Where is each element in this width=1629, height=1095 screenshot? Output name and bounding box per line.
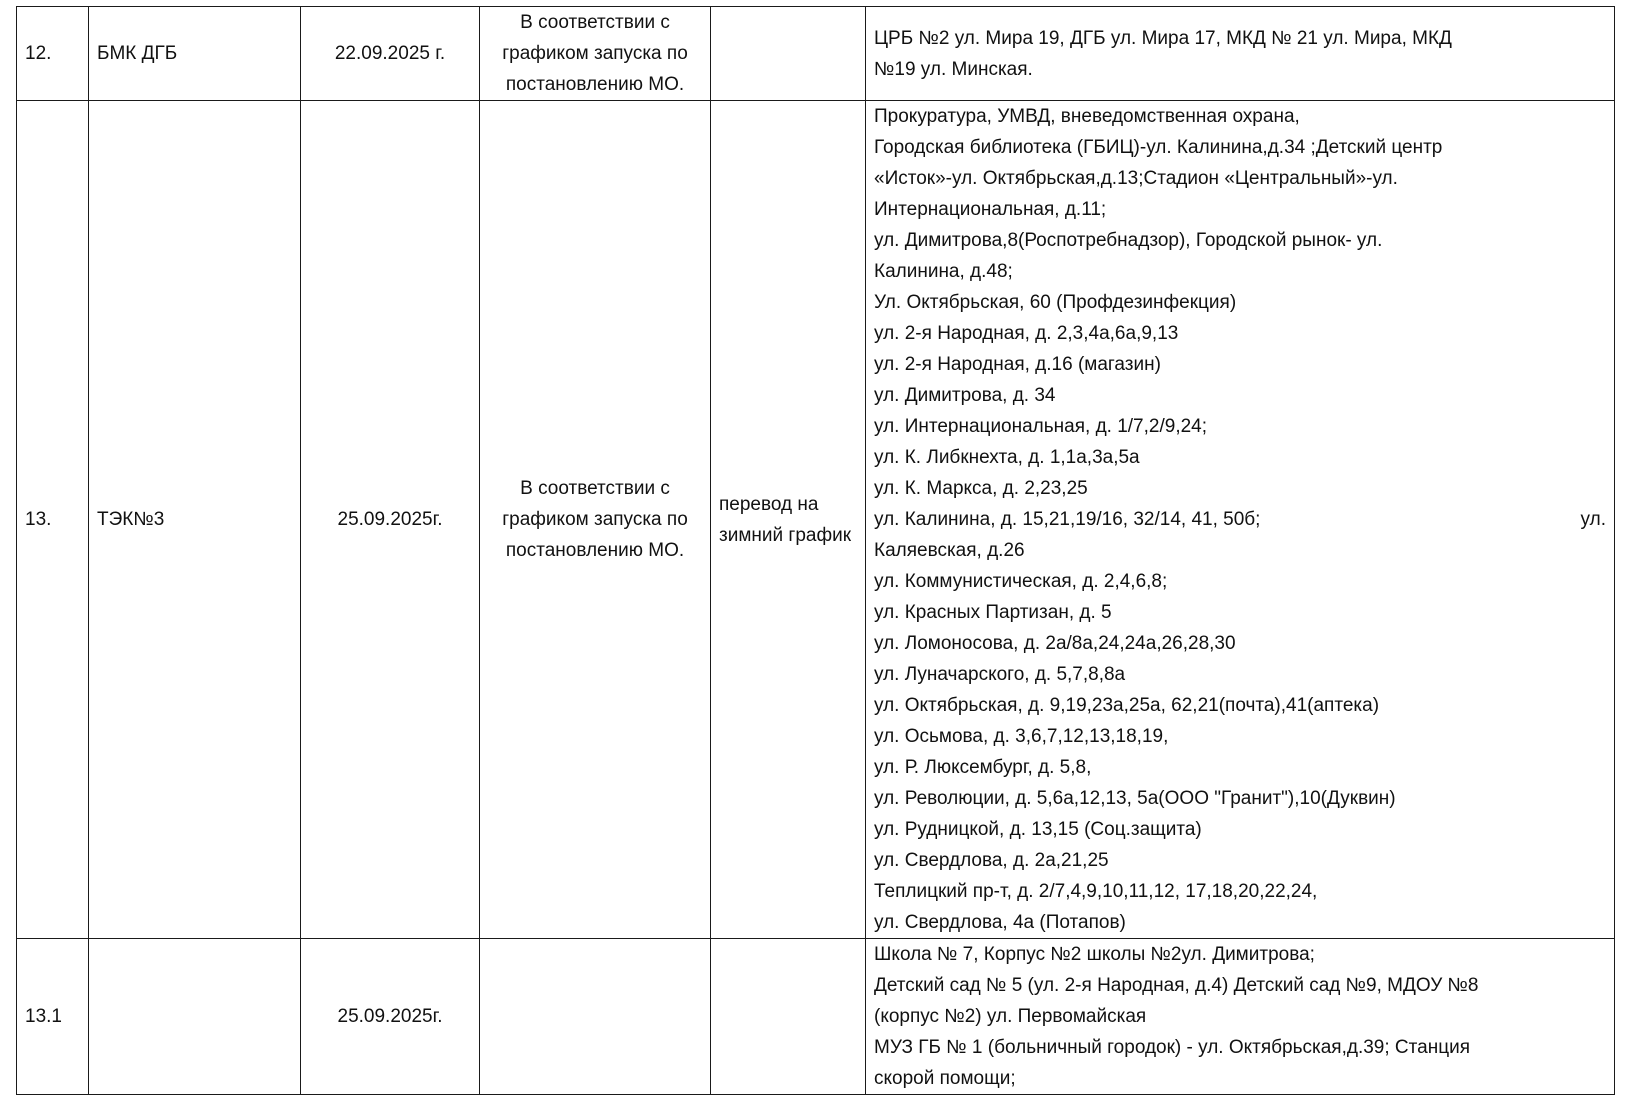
address-line: ул. Р. Люксембург, д. 5,8, [874,757,1092,778]
address-line: №19 ул. Минская. [874,58,1033,80]
address-text: ул. Калинина, д. 15,21,19/16, 32/14, 41, 50б; [874,509,1261,530]
address-line: «Исток»-ул. Октябрьская,д.13;Стадион «Центральный»-ул. [874,168,1398,189]
note-cell: перевод на зимний график [711,101,866,939]
heat-source-name [89,939,301,1095]
address-line: ул. Осьмова, д. 3,6,7,12,13,18,19, [874,726,1169,747]
address-line: ул. Революции, д. 5,6а,12,13, 5а(ООО "Гранит"),10(Дуквин) [874,788,1396,809]
address-line: ул. Красных Партизан, д. 5 [874,602,1112,623]
table-row [17,939,1615,1095]
address-list [866,939,1615,1095]
heat-source-name: БМК ДГБ [89,7,301,101]
address-line: Детский сад № 5 (ул. 2-я Народная, д.4) Детский сад №9, МДОУ №8 [874,975,1479,996]
address-text: ул. [1580,509,1606,530]
note-cell [711,939,866,1095]
row-number: 13.1 [17,939,89,1095]
address-line [874,504,1606,535]
address-line: Калинина, д.48; [874,261,1013,282]
start-date: 22.09.2025 г. [301,7,480,101]
address-line: Теплицкий пр-т, д. 2/7,4,9,10,11,12, 17,18,20,22,24, [874,881,1318,902]
table-row [17,7,1615,101]
start-date: 25.09.2025г. [301,939,480,1095]
address-line: ул. Свердлова, д. 2а,21,25 [874,850,1109,871]
address-line: ул. Коммунистическая, д. 2,4,6,8; [874,571,1168,592]
address-line: Школа № 7, Корпус №2 школы №2ул. Димитрова; [874,944,1315,965]
address-list [866,101,1615,939]
heat-source-name: ТЭК№3 [89,101,301,939]
address-line: ул. Интернациональная, д. 1/7,2/9,24; [874,416,1208,437]
schedule-basis: В соответствии с графиком запуска по постановлению МО. [480,7,711,101]
address-line: ул. К. Либкнехта, д. 1,1а,3а,5а [874,447,1140,468]
table-row [17,101,1615,939]
address-line: Городская библиотека (ГБИЦ)-ул. Калинина,д.34 ;Детский центр [874,137,1443,158]
address-line: ЦРБ №2 ул. Мира 19, ДГБ ул. Мира 17, МКД № 21 ул. Мира, МКД [874,27,1452,49]
address-line: скорой помощи; [874,1068,1016,1089]
address-line: ул. Димитрова,8(Роспотребнадзор), Городской рынок- ул. [874,230,1383,251]
note-cell [711,7,866,101]
address-line: (корпус №2) ул. Первомайская [874,1006,1147,1027]
schedule-basis: В соответствии с графиком запуска по постановлению МО. [480,101,711,939]
address-line: Ул. Октябрьская, 60 (Профдезинфекция) [874,292,1237,313]
address-line: Прокуратура, УМВД, вневедомственная охрана, [874,106,1300,127]
row-number: 13. [17,101,89,939]
heating-schedule-table [16,6,1615,1095]
start-date: 25.09.2025г. [301,101,480,939]
row-number: 12. [17,7,89,101]
address-line: ул. Ломоносова, д. 2а/8а,24,24а,26,28,30 [874,633,1236,654]
address-line: ул. К. Маркса, д. 2,23,25 [874,478,1088,499]
address-line: ул. Свердлова, 4а (Потапов) [874,912,1126,933]
address-line: ул. Рудницкой, д. 13,15 (Соц.защита) [874,819,1202,840]
address-line: ул. 2-я Народная, д. 2,3,4а,6а,9,13 [874,323,1179,344]
address-line: ул. Луначарского, д. 5,7,8,8а [874,664,1126,685]
address-line: Каляевская, д.26 [874,540,1025,561]
schedule-basis [480,939,711,1095]
address-line: Интернациональная, д.11; [874,199,1107,220]
address-line: ул. Октябрьская, д. 9,19,23а,25а, 62,21(почта),41(аптека) [874,695,1380,716]
address-line: ул. 2-я Народная, д.16 (магазин) [874,354,1161,375]
address-list [866,7,1615,101]
address-line: ул. Димитрова, д. 34 [874,385,1056,406]
address-line: МУЗ ГБ № 1 (больничный городок) - ул. Октябрьская,д.39; Станция [874,1037,1470,1058]
